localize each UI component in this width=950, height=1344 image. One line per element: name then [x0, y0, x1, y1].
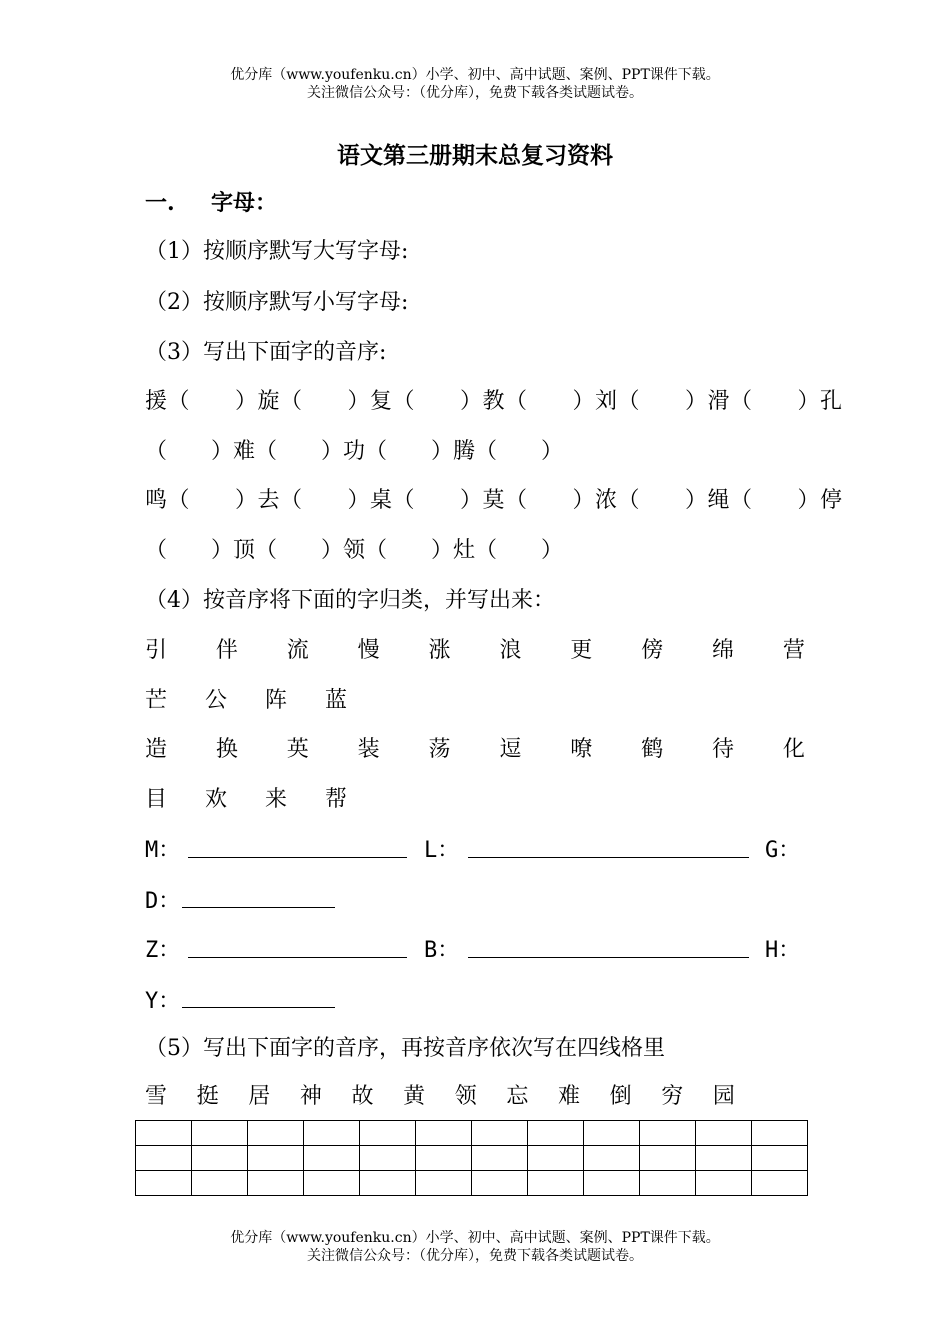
- char: 故: [351, 1084, 374, 1109]
- char: 公: [205, 688, 228, 713]
- char: 雪: [145, 1084, 168, 1109]
- question-5: （5）写出下面字的音序，再按音序依次写在四线格里: [145, 1036, 665, 1061]
- question-1: （1）按顺序默写大写字母:: [145, 239, 409, 264]
- char: 逗: [499, 737, 522, 762]
- answer-line-d[interactable]: [182, 907, 335, 908]
- q3-row-2: （ ）难（ ）功（ ）腾（ ）: [145, 439, 564, 464]
- char: 倒: [609, 1084, 632, 1109]
- label-g: G：: [765, 838, 801, 863]
- char: 装: [357, 737, 380, 762]
- four-line-grid: [135, 1120, 808, 1196]
- section-name: 字母：: [211, 190, 278, 216]
- char: 忘: [506, 1084, 529, 1109]
- q3-row-4: （ ）顶（ ）领（ ）灶（ ）: [145, 538, 564, 563]
- char: 英: [286, 737, 309, 762]
- answer-line-m[interactable]: [188, 857, 407, 858]
- char: 目: [145, 787, 168, 812]
- footer-line-2: 关注微信公众号：（优分库），免费下载各类试题试卷。: [307, 1248, 643, 1264]
- page-title: 语文第三册期末总复习资料: [337, 142, 613, 169]
- label-m: M：: [145, 838, 181, 863]
- header-line-1: 优分库（www.youfenku.cn）小学、初中、高中试题、案例、PPT课件下载。: [230, 67, 720, 83]
- char: 荡: [428, 737, 451, 762]
- label-d: D：: [145, 889, 181, 914]
- char: 神: [299, 1084, 322, 1109]
- char: 营: [782, 638, 805, 663]
- char: 化: [782, 737, 805, 762]
- char: 待: [712, 737, 735, 762]
- char: 难: [558, 1084, 581, 1109]
- char: 欢: [205, 787, 228, 812]
- char: 挺: [196, 1084, 219, 1109]
- char: 绵: [712, 638, 735, 663]
- q4-row-4: [145, 782, 805, 813]
- q5-chars: [145, 1079, 735, 1110]
- q3-row-1: 援（ ）旋（ ）复（ ）教（ ）刘（ ）滑（ ）孔: [145, 389, 843, 414]
- char: 居: [248, 1084, 271, 1109]
- char: 伴: [215, 638, 238, 663]
- label-h: H：: [765, 938, 801, 963]
- q4-row-2: [145, 683, 805, 714]
- char: 换: [215, 737, 238, 762]
- char: 更: [570, 638, 593, 663]
- question-4: （4）按音序将下面的字归类，并写出来：: [145, 588, 555, 613]
- char: 慢: [357, 638, 380, 663]
- char: 来: [265, 787, 288, 812]
- q4-row-3: [145, 732, 805, 763]
- char: 浪: [499, 638, 522, 663]
- char: 嘹: [570, 737, 593, 762]
- char: 黄: [403, 1084, 426, 1109]
- label-z: Z：: [145, 938, 181, 963]
- char: 涨: [428, 638, 451, 663]
- char: 帮: [325, 787, 348, 812]
- char: 领: [454, 1084, 477, 1109]
- header-line-2: 关注微信公众号：（优分库），免费下载各类试题试卷。: [307, 85, 643, 101]
- section-number: 一.: [145, 190, 175, 216]
- label-y: Y：: [145, 989, 181, 1014]
- char: 造: [145, 737, 168, 762]
- char: 穷: [661, 1084, 684, 1109]
- question-2: （2）按顺序默写小写字母:: [145, 290, 409, 315]
- footer-line-1: 优分库（www.youfenku.cn）小学、初中、高中试题、案例、PPT课件下载。: [230, 1230, 720, 1246]
- answer-line-l[interactable]: [468, 857, 749, 858]
- char: 傍: [641, 638, 664, 663]
- char: 蓝: [325, 688, 348, 713]
- answer-line-y[interactable]: [182, 1007, 335, 1008]
- label-b: B：: [424, 938, 460, 963]
- char: 园: [712, 1084, 735, 1109]
- char: 流: [286, 638, 309, 663]
- char: 阵: [265, 688, 288, 713]
- char: 引: [145, 638, 168, 663]
- question-3: （3）写出下面字的音序:: [145, 340, 387, 365]
- q3-row-3: 鸣（ ）去（ ）桌（ ）莫（ ）浓（ ）绳（ ）停: [145, 488, 843, 513]
- answer-line-b[interactable]: [468, 957, 749, 958]
- label-l: L：: [424, 838, 460, 863]
- section-heading: [145, 186, 277, 217]
- char: 鹤: [641, 737, 664, 762]
- q4-row-1: [145, 633, 805, 664]
- answer-line-z[interactable]: [188, 957, 407, 958]
- char: 芒: [145, 688, 168, 713]
